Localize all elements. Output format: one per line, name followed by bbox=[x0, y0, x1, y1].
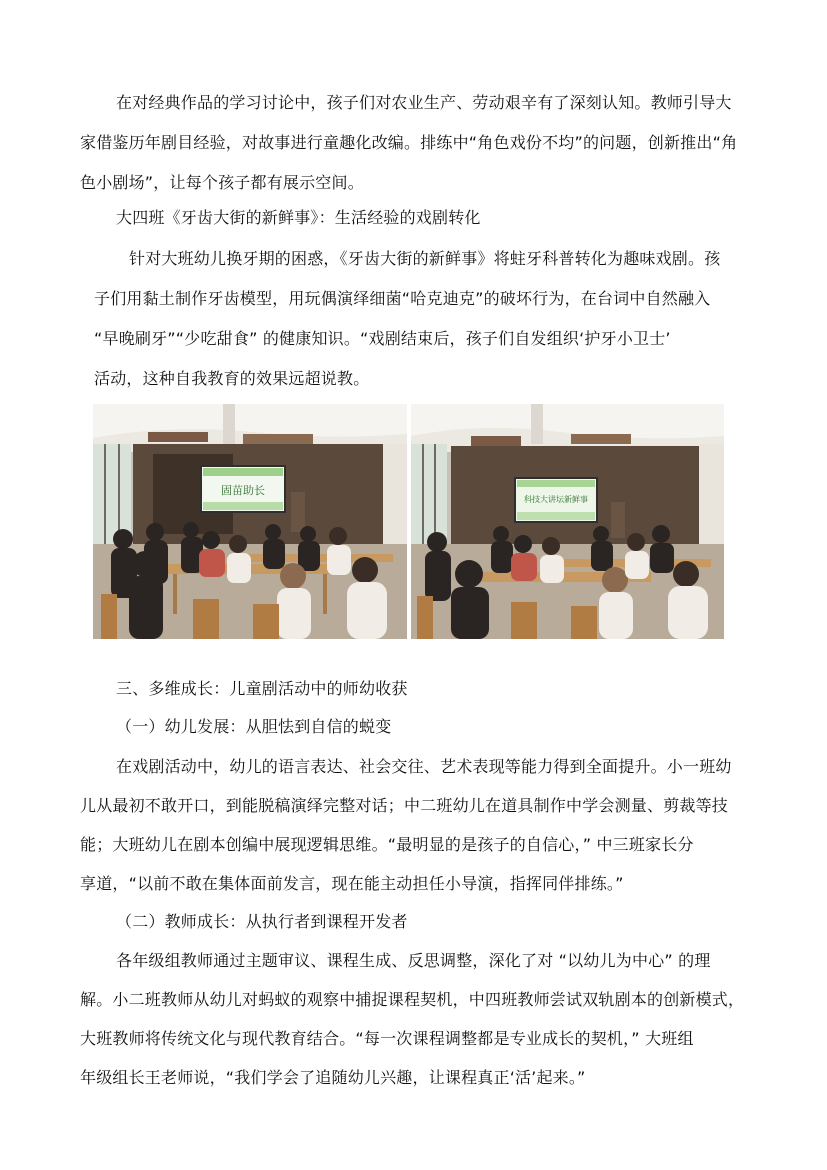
para4-line-3: 大班教师将传统文化与现代教育结合。“每一次课程调整都是专业成长的契机，” 大班组 bbox=[80, 1029, 694, 1048]
para3-line-2: 儿从最初不敢开口，到能脱稿演绎完整对话；中二班幼儿在道具制作中学会测量、剪裁等技 bbox=[80, 796, 729, 815]
subheading-2: （二）教师成长：从执行者到课程开发者 bbox=[116, 912, 408, 931]
para4-line-1: 各年级组教师通过主题审议、课程生成、反思调整，深化了对 “以幼儿为中心” 的理 bbox=[116, 951, 711, 970]
para4-line-4: 年级组长王老师说，“我们学会了追随幼儿兴趣，让课程真正‘活’起来。” bbox=[80, 1068, 586, 1087]
para1-line-2: 家借鉴历年剧目经验，对故事进行童趣化改编。排练中“角色戏份不均”的问题，创新推出“角 bbox=[80, 133, 738, 152]
section-heading-3: 三、多维成长：儿童剧活动中的师幼收获 bbox=[116, 679, 408, 698]
subheading-class-da4: 大四班《牙齿大街的新鲜事》：生活经验的戏剧转化 bbox=[116, 208, 481, 227]
right-screen-text: 科技大讲坛新鲜事 bbox=[524, 495, 588, 504]
para2-line-4: 活动，这种自我教育的效果远超说教。 bbox=[94, 369, 370, 388]
para2-line-1: 针对大班幼儿换牙期的困惑，《牙齿大街的新鲜事》将蛀牙科普转化为趣味戏剧。孩 bbox=[129, 249, 721, 268]
para2-line-2: 子们用黏土制作牙齿模型，用玩偶演绎细菌“哈克迪克”的破坏行为，在台词中自然融入 bbox=[94, 289, 711, 308]
para1-line-3: 色小剧场”，让每个孩子都有展示空间。 bbox=[80, 173, 364, 192]
para2-line-3: “早晚刷牙”“少吃甜食” 的健康知识。“戏剧结束后，孩子们自发组织‘护牙小卫士’ bbox=[94, 329, 671, 348]
photo-left bbox=[93, 404, 407, 639]
para3-line-4: 享道，“以前不敢在集体面前发言，现在能主动担任小导演，指挥同伴排练。” bbox=[80, 874, 624, 893]
para3-line-3: 能；大班幼儿在剧本创编中展现逻辑思维。“最明显的是孩子的自信心，” 中三班家长分 bbox=[80, 835, 694, 854]
para3-line-1: 在戏剧活动中，幼儿的语言表达、社会交往、艺术表现等能力得到全面提升。小一班幼 bbox=[116, 757, 732, 776]
left-screen-text: 固苗助长 bbox=[221, 484, 265, 497]
photo-right bbox=[411, 404, 724, 639]
para4-line-2: 解。小二班教师从幼儿对蚂蚁的观察中捕捉课程契机，中四班教师尝试双轨剧本的创新模式， bbox=[80, 990, 745, 1009]
subheading-1: （一）幼儿发展：从胆怯到自信的蜕变 bbox=[116, 717, 392, 736]
para1-line-1: 在对经典作品的学习讨论中，孩子们对农业生产、劳动艰辛有了深刻认知。教师引导大 bbox=[116, 93, 732, 112]
